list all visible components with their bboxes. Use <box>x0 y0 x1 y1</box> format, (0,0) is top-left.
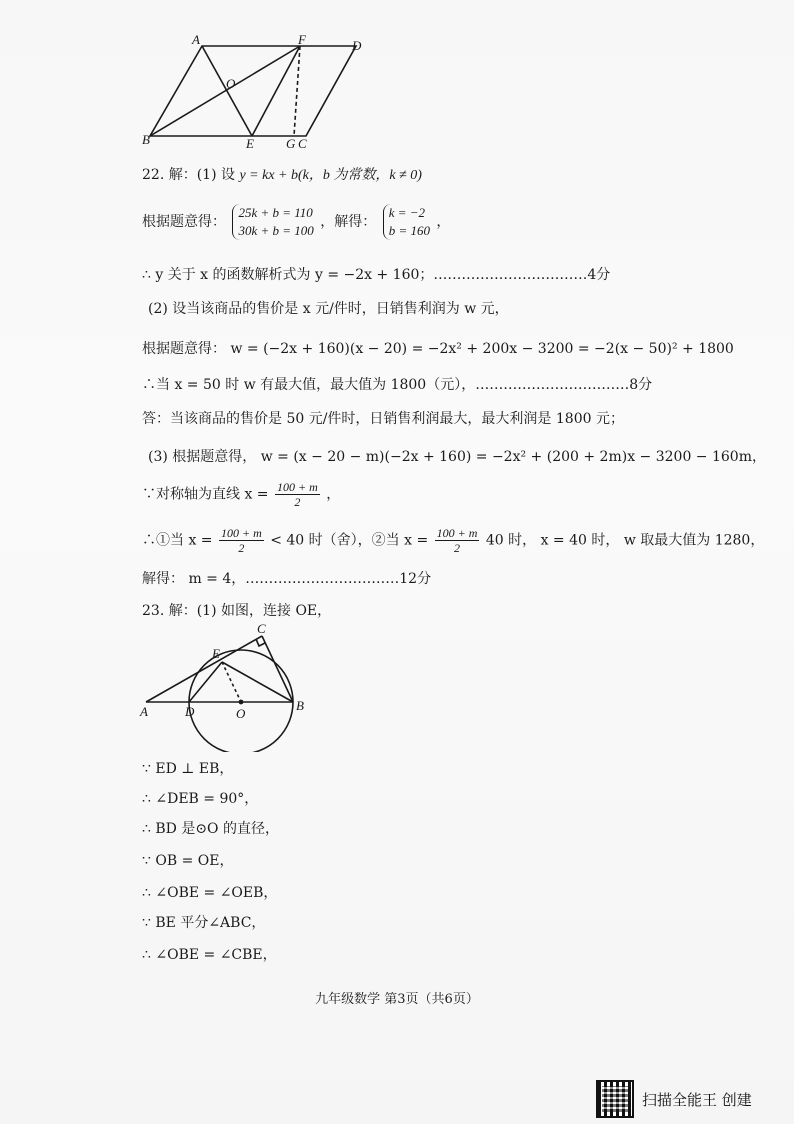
q23-step: ∴ BD 是⊙O 的直径， <box>142 821 279 837</box>
qr-code-icon <box>596 1080 634 1118</box>
fraction: $\frac{100 + m}{2}$ <box>276 480 318 509</box>
q23-step: ∴ ∠OBE = ∠CBE， <box>142 947 277 963</box>
label-C: C <box>257 622 266 636</box>
scanner-watermark <box>596 1080 752 1118</box>
label-A: A <box>192 34 200 47</box>
circle-figure <box>138 622 318 752</box>
q22-line4: (2) 设当该商品的售价是 x 元/件时，日销售利润为 w 元， <box>148 301 509 317</box>
q23-head: 23. 解：(1) 如图，连接 OE， <box>142 603 332 619</box>
label-E: E <box>212 646 220 661</box>
watermark-text: 扫描全能王 创建 <box>642 1090 752 1109</box>
q22-line7: 答：当该商品的售价是 50 元/件时，日销售利润最大，最大利润是 1800 元； <box>142 411 624 427</box>
label-D: D <box>352 38 362 53</box>
fraction: $\frac{100 + m}{2}$ <box>220 526 262 555</box>
q23-step: ∵ ED ⊥ EB， <box>142 761 234 777</box>
label-B: B <box>296 698 304 713</box>
q23-step: ∴ ∠OBE = ∠OEB， <box>142 885 278 901</box>
label-G: G <box>286 136 296 151</box>
fraction: $\frac{100 + m}{2}$ <box>436 526 478 555</box>
q22-line3: ∴ y 关于 x 的函数解析式为 y = −2x + 160；……………………………4分 <box>142 267 611 283</box>
q22-line10: ∴①当 x = $\frac{100 + m}{2}$ < 40 时（舍），②当 x = $\frac{100 + m}{2}$ 40 时， x = 40 时， w 取最大值为 1280， <box>142 526 765 555</box>
q22-line8: (3) 根据题意得， w = (x − 20 − m)(−2x + 160) = −2x² + (200 + 2m)x − 3200 − 160m， <box>148 449 766 465</box>
equation-system: 25k + b = 110 30k + b = 100 <box>232 204 313 240</box>
q22-line6: ∴当 x = 50 时 w 有最大值，最大值为 1800（元），……………………………8分 <box>142 377 653 393</box>
label-E: E <box>246 136 254 151</box>
label-C: C <box>298 136 307 151</box>
q22-line11: 解得： m = 4，……………………………12分 <box>142 571 432 587</box>
q22-line5: 根据题意得： w = (−2x + 160)(x − 20) = −2x² + 200x − 3200 = −2(x − 50)² + 1800 <box>142 341 734 357</box>
q23-step: ∵ BE 平分∠ABC， <box>142 915 266 931</box>
parallelogram-figure <box>138 34 398 154</box>
label-O: O <box>236 706 246 721</box>
page-footer: 九年级数学 第3页（共6页） <box>315 992 479 1007</box>
q22-system: 根据题意得： 25k + b = 110 30k + b = 100 ，解得： k = −2 b = 160 ， <box>142 205 451 238</box>
q23-step: ∴ ∠DEB = 90°， <box>142 791 259 807</box>
q22-line9: ∵对称轴为直线 x = $\frac{100 + m}{2}$ ， <box>142 480 341 509</box>
q22-head: 22. 解：(1) 设 y = kx + b(k，b 为常数，k ≠ 0) <box>142 167 422 183</box>
label-A: A <box>140 704 148 719</box>
label-B: B <box>142 132 150 147</box>
label-F: F <box>298 34 306 47</box>
q23-step: ∵ OB = OE， <box>142 853 234 869</box>
solution-system: k = −2 b = 160 <box>383 204 430 240</box>
label-O: O <box>226 76 236 91</box>
label-D: D <box>185 704 195 719</box>
